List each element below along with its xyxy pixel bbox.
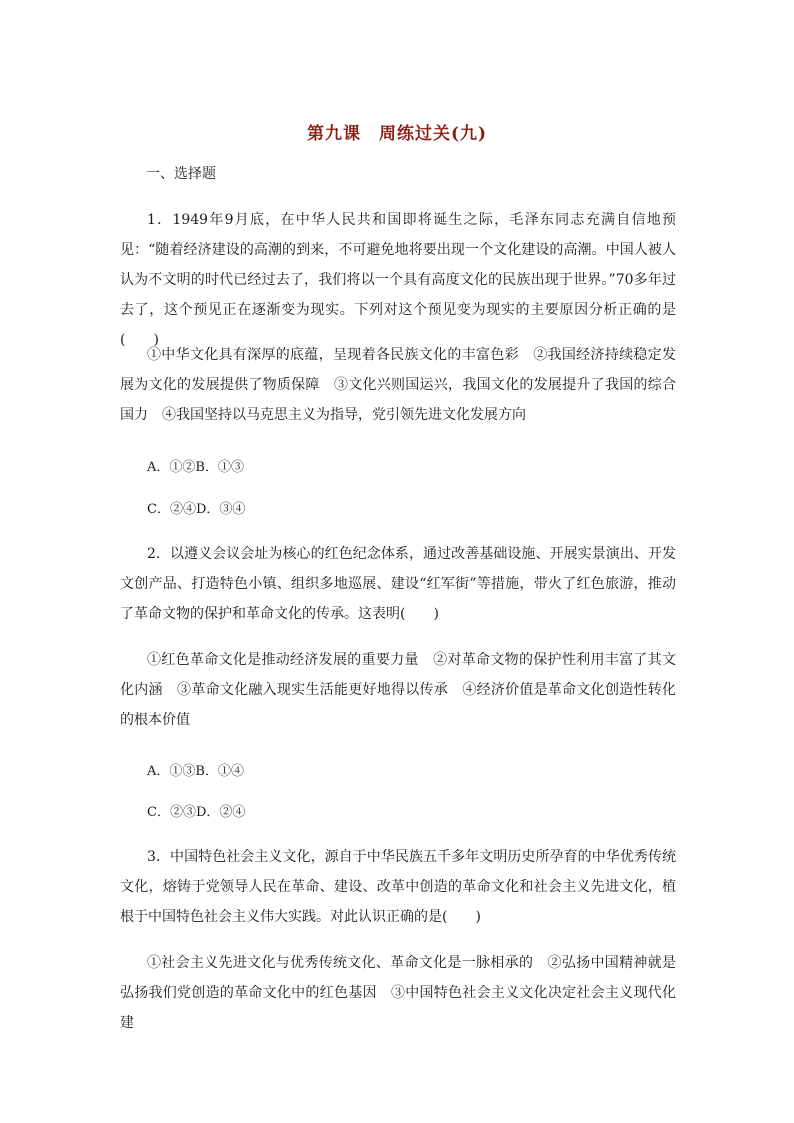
question-3-stem: 3．中国特色社会主义文化，源自于中华民族五千多年文明历史所孕育的中华优秀传统文化，熔铸于党领导人民在革命、建设、改革中创造的革命文化和社会主义先进文化，植根于中国特色社会主义伟大实践。对此认识正确的是( ) xyxy=(120,849,676,925)
question-1-items: ①中华文化具有深厚的底蕴，呈现着各民族文化的丰富色彩 ②我国经济持续稳定发展为文化的发展提供了物质保障 ③文化兴则国运兴，我国文化的发展提升了我国的综合国力 ④我国坚持以马克思主义为指导，党引领先进文化发展方向 xyxy=(120,347,676,423)
question-1-options-cd: C．②④D．③④ xyxy=(147,502,246,517)
question-3-items: ①社会主义先进文化与优秀传统文化、革命文化是一脉相承的 ②弘扬中国精神就是弘扬我们党创造的革命文化中的红色基因 ③中国特色社会主义文化决定社会主义现代化建 xyxy=(120,955,676,1031)
page-title: 第九课 周练过关(九) xyxy=(306,124,488,144)
question-2-items: ①红色革命文化是推动经济发展的重要力量 ②对革命文物的保护性利用丰富了其文化内涵 ③革命文化融入现实生活能更好地得以传承 ④经济价值是革命文化创造性转化的根本价值 xyxy=(120,652,676,728)
question-2-options-ab: A．①③B．①④ xyxy=(147,764,244,779)
question-2-options-cd: C．②③D．②④ xyxy=(147,805,246,820)
section-heading: 一、选择题 xyxy=(146,166,216,182)
question-1-options-ab: A．①②B．①③ xyxy=(147,460,244,475)
question-2-stem: 2．以遵义会议会址为核心的红色纪念体系，通过改善基础设施、开展实景演出、开发文创产品、打造特色小镇、组织多地巡展、建设“红军街”等措施，带火了红色旅游，推动了革命文物的保护和革命文化的传承。这表明( ) xyxy=(120,546,676,622)
question-1-stem: 1．1949年9月底，在中华人民共和国即将诞生之际，毛泽东同志充满自信地预见：“随着经济建设的高潮的到来，不可避免地将要出现一个文化建设的高潮。中国人被人认为不文明的时代已经过去了，我们将以一个具有高度文化的民族出现于世界。”70多年过去了，这个预见正在逐渐变为现实。下列对这个预见变为现实的主要原因分析正确的是( ) xyxy=(120,212,676,348)
